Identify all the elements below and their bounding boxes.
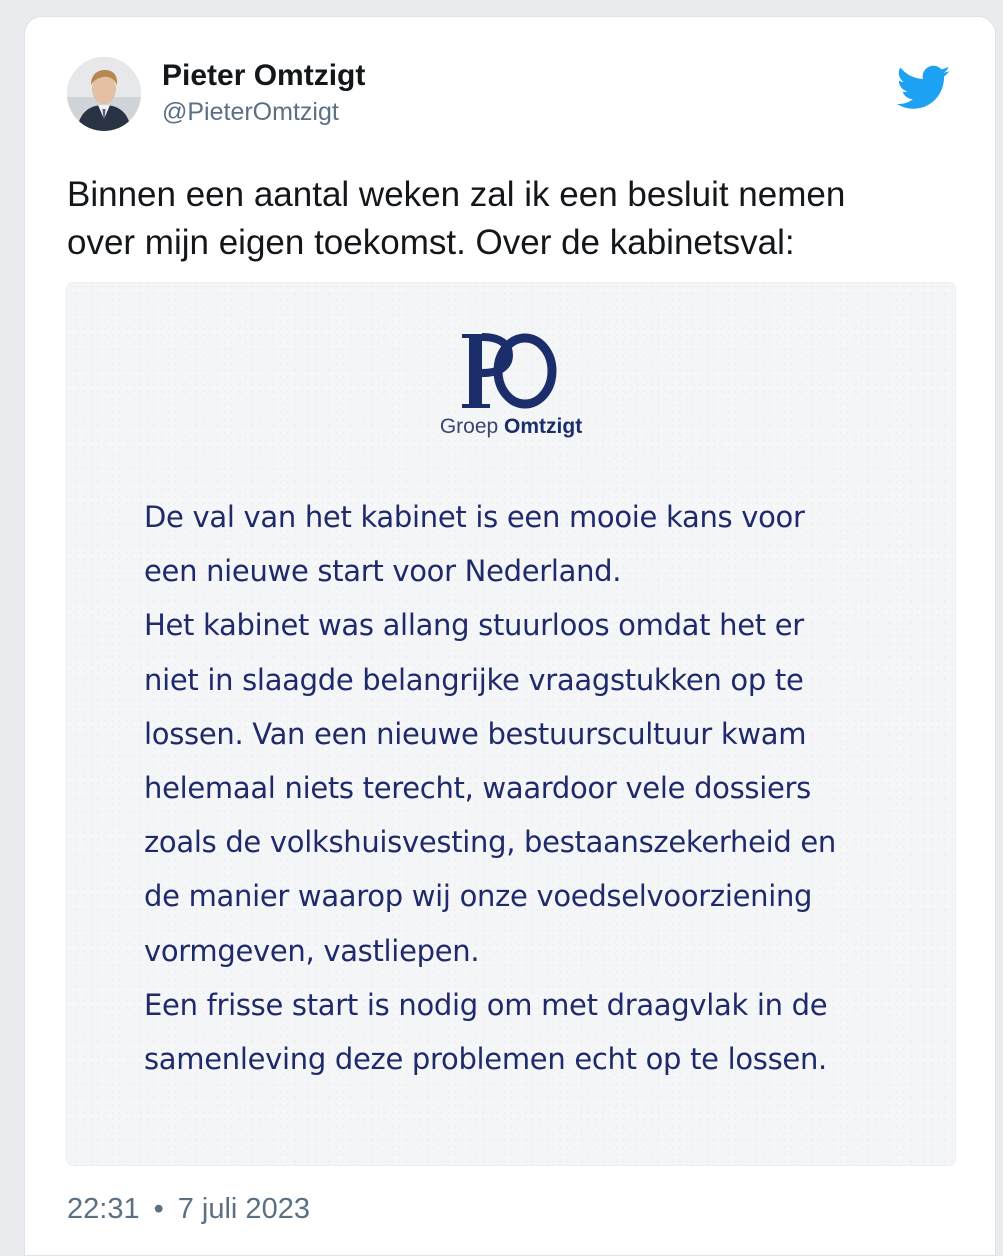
author-name[interactable]: Pieter Omtzigt xyxy=(162,59,366,92)
avatar-photo xyxy=(67,57,141,131)
tweet-text-line: over mijn eigen toekomst. Over de kabinetsval: xyxy=(67,223,795,262)
attached-image[interactable] xyxy=(67,283,955,1165)
statement-line: samenleving deze problemen echt op te lossen. xyxy=(144,1042,827,1077)
twitter-bird-icon[interactable] xyxy=(897,65,951,111)
logo-caption xyxy=(67,415,955,439)
statement-text xyxy=(144,490,924,1086)
tweet-text-line: Binnen een aantal weken zal ik een besluit nemen xyxy=(67,175,846,214)
author-handle[interactable]: @PieterOmtzigt xyxy=(162,98,339,126)
statement-line: vormgeven, vastliepen. xyxy=(144,933,480,968)
statement-line: een nieuwe start voor Nederland. xyxy=(144,554,622,589)
tweet-time: 22:31 xyxy=(67,1193,140,1225)
statement-line: helemaal niets terecht, waardoor vele dossiers xyxy=(144,771,811,806)
tweet-card[interactable] xyxy=(24,16,996,1256)
statement-line: De val van het kabinet is een mooie kans voor xyxy=(144,500,805,534)
separator-dot: • xyxy=(153,1193,164,1225)
avatar[interactable] xyxy=(67,57,141,131)
logo-caption-light: Groep xyxy=(439,415,499,438)
statement-line: lossen. Van een nieuwe bestuurscultuur kwam xyxy=(144,716,807,751)
tweet-timestamp[interactable] xyxy=(67,1193,310,1226)
tweet-date: 7 juli 2023 xyxy=(177,1193,310,1225)
statement-line: zoals de volkshuisvesting, bestaanszekerheid en xyxy=(144,825,837,860)
statement-line: niet in slaagde belangrijke vraagstukken op te xyxy=(144,662,804,697)
statement-line: Een frisse start is nodig om met draagvlak in de xyxy=(144,987,828,1022)
tweet-text xyxy=(67,171,967,267)
statement-line: de manier waarop wij onze voedselvoorziening xyxy=(144,879,813,914)
groep-omtzigt-logo xyxy=(459,331,563,411)
statement-line: Het kabinet was allang stuurloos omdat het er xyxy=(144,608,804,643)
logo-caption-bold: Omtzigt xyxy=(504,415,583,438)
